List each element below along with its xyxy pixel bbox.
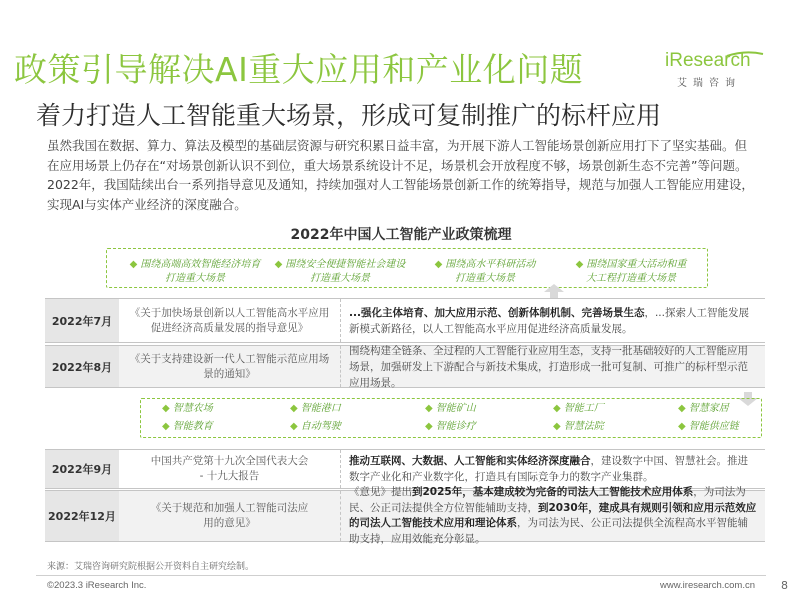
- diamond-icon: ◆: [162, 421, 170, 432]
- diamond-icon: ◆: [553, 403, 561, 414]
- policy-description: [345, 450, 765, 488]
- policy-desc-text: ，建设数字中国、智慧社会。推进数字产业化和产业数字化，打造具有国际竞争力的数字产业集群。: [349, 455, 748, 483]
- source-footnote: 来源：艾瑞咨询研究院根据公开资料自主研究绘制。: [47, 562, 255, 572]
- policy-description: 《意见》提出到2025年，基本建成较为完备的司法人工智能技术应用体系，为司法为民、公正司法提供全方位智能辅助支持，到2030年，建成具有规则引领和应用示范效应的司法人工智能技术应用和理论体系，为司法为民、公正司法提供全流程高水平智能辅助支持，应用效能充分彰显。: [349, 486, 757, 545]
- policy-desc-bold: ...强化主体培育、加大应用示范、创新体制机制、完善场景生态: [349, 306, 645, 319]
- diamond-icon: ◆: [434, 259, 443, 270]
- policy-desc-bold: 推动互联网、大数据、人工智能和实体经济深度融合: [349, 455, 591, 467]
- policy-row: [45, 449, 765, 489]
- policy-doc-line-1: 《关于规范和加强人工智能司法应: [150, 502, 309, 514]
- scene-tag: ◆ 智慧家居: [678, 403, 729, 414]
- tag-line-2: 打造重大场景: [455, 273, 515, 284]
- diamond-icon: ◆: [425, 421, 433, 432]
- policy-row: [45, 486, 765, 545]
- scene-tag: ◆ 智慧法院: [553, 421, 604, 432]
- page-title: 政策引导解决AI重大应用和产业化问题: [14, 50, 584, 89]
- logo-wordmark: iResearch: [665, 50, 751, 71]
- policy-document: 《关于加快场景创新以人工智能高水平应用促进经济高质量发展的指导意见》: [119, 299, 341, 342]
- policy-document: [119, 450, 341, 488]
- policy-row: [45, 298, 765, 343]
- tag-line-1: 围绕高水平科研活动: [445, 259, 536, 270]
- scene-tag: ◆ 智能港口: [290, 403, 341, 414]
- top-tag: [566, 258, 696, 286]
- tag-line-2: 打造重大场景: [165, 273, 225, 284]
- diamond-icon: ◆: [162, 403, 170, 414]
- diamond-icon: ◆: [575, 259, 584, 270]
- policy-date: 2022年8月: [45, 346, 119, 387]
- scene-tag: ◆ 智能供应链: [678, 421, 739, 432]
- diamond-icon: ◆: [290, 403, 298, 414]
- policy-doc-line-2: - 十九大报告: [199, 470, 260, 482]
- diamond-icon: ◆: [129, 259, 138, 270]
- policy-row: [45, 345, 765, 388]
- tag-line-1: 围绕国家重大活动和重: [586, 259, 687, 270]
- scene-tag: ◆ 智能诊疗: [425, 421, 476, 432]
- section-title: 2022年中国人工智能产业政策梳理: [290, 227, 512, 243]
- top-tag: [265, 258, 415, 286]
- scene-tag: ◆ 智能教育: [162, 421, 213, 432]
- diamond-icon: ◆: [425, 403, 433, 414]
- top-tag: [120, 258, 270, 286]
- scene-tag: ◆ 智能矿山: [425, 403, 476, 414]
- tag-line-1: 围绕高端高效智能经济培育: [140, 259, 261, 270]
- tag-line-2: 大工程打造重大场景: [586, 273, 676, 284]
- scene-tag: ◆ 智能工厂: [553, 403, 604, 414]
- diamond-icon: ◆: [274, 259, 283, 270]
- policy-description: [345, 299, 765, 342]
- policy-doc-line-1: 中国共产党第十九次全国代表大会: [150, 455, 309, 467]
- scene-tag: ◆ 自动驾驶: [290, 421, 341, 432]
- diamond-icon: ◆: [678, 403, 686, 414]
- logo-subtext: 艾瑞咨询: [677, 78, 741, 89]
- intro-text: 虽然我国在数据、算力、算法及模型的基础层资源与研究积累日益丰富，为开展下游人工智能场景创新应用打下了坚实基础。但在应用场景上仍存在“对场景创新认识不到位，重大场景系统设计不足，场景机会开放程度不够，场景创新生态不完善”等问题。2022年，我国陆续出台一系列指导意见及通知，持续加强对人工智能场景创新工作的统筹指导，规范与加强人工智能应用建设，实现AI与实体产业经济的深度融合。: [47, 138, 754, 212]
- diamond-icon: ◆: [290, 421, 298, 432]
- arrow-up-icon: [544, 284, 564, 298]
- page-number: 8: [781, 579, 788, 592]
- tag-line-2: 打造重大场景: [310, 273, 370, 284]
- scene-tag: ◆ 智慧农场: [162, 403, 213, 414]
- policy-desc-text: ，...探索人工智能发展新模式新路径，以人工智能高水平应用促进经济高质量发展。: [349, 306, 749, 335]
- tag-line-1: 围绕安全便捷智能社会建设: [285, 259, 406, 270]
- top-tag: [420, 258, 550, 286]
- policy-doc-line-2: 用的意见》: [203, 517, 256, 529]
- policy-date: 2022年7月: [45, 299, 119, 342]
- policy-description: [345, 346, 765, 387]
- policy-document: [119, 491, 341, 541]
- diamond-icon: ◆: [553, 421, 561, 432]
- policy-document: 《关于支持建设新一代人工智能示范应用场景的通知》: [119, 346, 341, 387]
- policy-desc-text: 围绕构建全链条、全过程的人工智能行业应用生态，支持一批基础较好的人工智能应用场景，加强研发上下游配合与新技术集成，打造形成一批可复制、可推广的标杆型示范应用场景。: [349, 344, 748, 389]
- website-link[interactable]: www.iresearch.com.cn: [659, 580, 755, 591]
- policy-date: 2022年9月: [45, 450, 119, 488]
- diamond-icon: ◆: [678, 421, 686, 432]
- intro-paragraph: [47, 136, 759, 214]
- page-subtitle: 着力打造人工智能重大场景，形成可复制推广的标杆应用: [36, 101, 662, 130]
- policy-date: 2022年12月: [45, 491, 119, 541]
- copyright: ©2023.3 iResearch Inc.: [47, 580, 147, 591]
- footer-divider: [36, 575, 766, 576]
- iresearch-logo: [665, 50, 765, 88]
